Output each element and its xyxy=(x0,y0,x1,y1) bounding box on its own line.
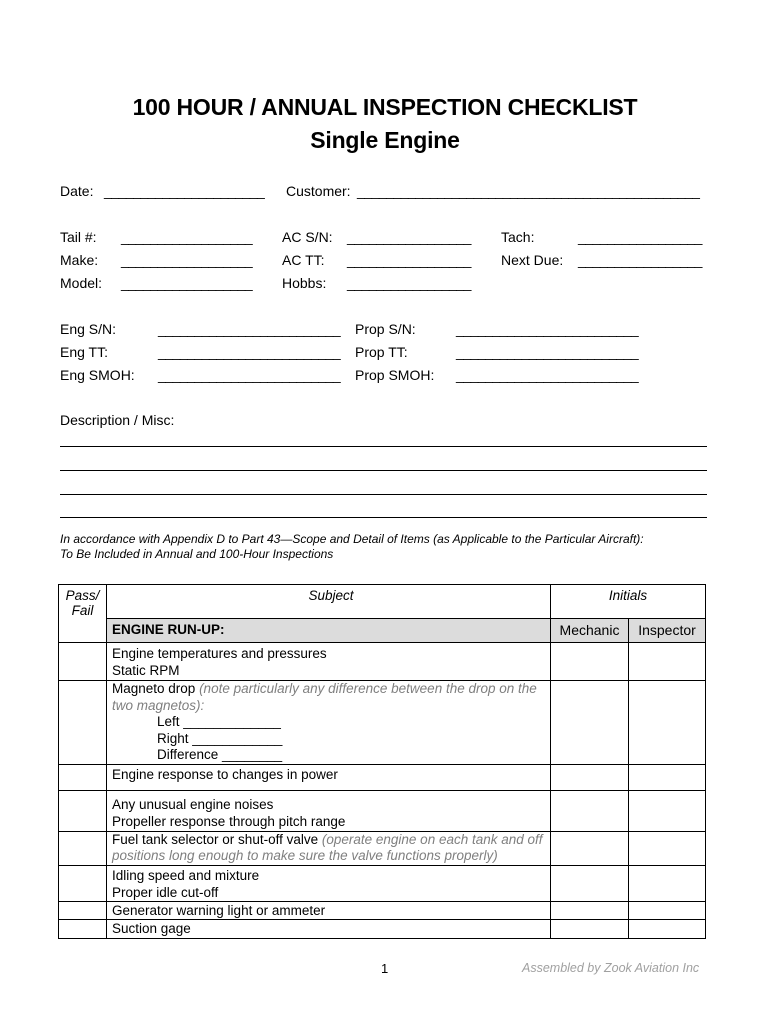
customer-field[interactable]: _______________________________________________ xyxy=(357,183,700,199)
appendix-line-2: To Be Included in Annual and 100-Hour Inspections xyxy=(60,547,334,561)
pass-fail-header-line1: Pass/ xyxy=(65,588,100,603)
inspector-initials-cell[interactable] xyxy=(629,919,706,938)
item-suction-gage: Suction gage xyxy=(107,919,551,938)
magneto-drop-text: Magneto drop xyxy=(112,681,200,696)
pass-fail-cell[interactable] xyxy=(59,831,107,865)
next-due-field[interactable]: _________________ xyxy=(578,252,702,268)
table-row xyxy=(59,764,706,790)
tail-field[interactable]: __________________ xyxy=(121,229,253,245)
pass-fail-cell[interactable] xyxy=(59,681,107,765)
inspector-initials-cell[interactable] xyxy=(629,764,706,790)
table-header-row xyxy=(59,585,706,619)
magneto-drop-note: (note particularly any difference between the drop on the two magnetos): xyxy=(112,681,537,713)
magneto-difference[interactable]: Difference ________ xyxy=(157,747,283,762)
item-unusual-noises: Any unusual engine noises xyxy=(112,796,274,812)
customer-label: Customer: xyxy=(286,183,351,199)
prop-sn-field[interactable]: _________________________ xyxy=(456,321,639,337)
item-generator-warning: Generator warning light or ammeter xyxy=(107,901,551,919)
inspector-initials-cell[interactable] xyxy=(629,790,706,831)
magneto-right[interactable]: Right ____________ xyxy=(157,730,283,746)
mechanic-initials-cell[interactable] xyxy=(551,901,629,919)
subject-header: Subject xyxy=(107,585,551,619)
page-number: 1 xyxy=(381,961,389,976)
item-idling-speed: Idling speed and mixture xyxy=(112,867,260,883)
date-field[interactable]: ______________________ xyxy=(104,183,265,199)
mechanic-initials-cell[interactable] xyxy=(551,831,629,865)
pass-fail-header-line2: Fail xyxy=(71,603,94,618)
tach-label: Tach: xyxy=(501,229,535,245)
ac-tt-field[interactable]: _________________ xyxy=(347,252,471,268)
prop-smoh-field[interactable]: _________________________ xyxy=(456,367,639,383)
inspector-initials-cell[interactable] xyxy=(629,681,706,765)
fuel-selector-note: (operate engine on each tank and off positions long enough to make sure the valve functions properly) xyxy=(112,831,543,863)
model-label: Model: xyxy=(60,275,103,291)
prop-smoh-label: Prop SMOH: xyxy=(355,367,435,383)
item-engine-response: Engine response to changes in power xyxy=(107,764,551,790)
item-engine-temps: Engine temperatures and pressures xyxy=(112,646,327,661)
magneto-left[interactable]: Left _____________ xyxy=(157,714,281,729)
pass-fail-header xyxy=(59,585,107,643)
pass-fail-cell[interactable] xyxy=(59,643,107,681)
table-row xyxy=(59,901,706,919)
hobbs-field[interactable]: _________________ xyxy=(347,275,471,291)
item-fuel-selector xyxy=(107,831,551,865)
mechanic-initials-cell[interactable] xyxy=(551,764,629,790)
tail-label: Tail #: xyxy=(60,229,97,245)
description-line-3[interactable] xyxy=(60,494,707,495)
table-row xyxy=(59,865,706,901)
fuel-selector-text: Fuel tank selector or shut-off valve xyxy=(112,831,322,847)
item-magneto-drop xyxy=(112,681,550,714)
prop-tt-label: Prop TT: xyxy=(355,344,408,360)
prop-tt-field[interactable]: _________________________ xyxy=(456,344,639,360)
mechanic-initials-cell[interactable] xyxy=(551,790,629,831)
item-idle-cutoff: Proper idle cut-off xyxy=(112,884,219,900)
eng-tt-field[interactable]: _________________________ xyxy=(158,344,341,360)
make-label: Make: xyxy=(60,252,99,268)
description-line-2[interactable] xyxy=(60,470,707,471)
next-due-label: Next Due: xyxy=(501,252,564,268)
footer-brand: Assembled by Zook Aviation Inc xyxy=(522,961,700,975)
eng-smoh-field[interactable]: _________________________ xyxy=(158,367,341,383)
description-line-4[interactable] xyxy=(60,517,707,518)
inspector-initials-cell[interactable] xyxy=(629,901,706,919)
pass-fail-cell[interactable] xyxy=(59,901,107,919)
mechanic-initials-cell[interactable] xyxy=(551,643,629,681)
page-title: 100 HOUR / ANNUAL INSPECTION CHECKLIST xyxy=(132,94,638,120)
date-label: Date: xyxy=(60,183,94,199)
description-label: Description / Misc: xyxy=(60,412,175,428)
description-line-1[interactable] xyxy=(60,446,707,447)
model-field[interactable]: __________________ xyxy=(121,275,253,291)
item-static-rpm: Static RPM xyxy=(112,663,180,678)
pass-fail-cell[interactable] xyxy=(59,919,107,938)
mechanic-initials-cell[interactable] xyxy=(551,865,629,901)
eng-sn-field[interactable]: _________________________ xyxy=(158,321,341,337)
section-row xyxy=(59,619,706,643)
appendix-line-1: In accordance with Appendix D to Part 43—Scope and Detail of Items (as Applicable to the Particular Aircraft): xyxy=(60,532,644,546)
page-subtitle: Single Engine xyxy=(310,127,460,153)
table-row xyxy=(59,643,706,681)
inspector-initials-cell[interactable] xyxy=(629,831,706,865)
inspector-initials-cell[interactable] xyxy=(629,865,706,901)
ac-sn-field[interactable]: _________________ xyxy=(347,229,471,245)
ac-sn-label: AC S/N: xyxy=(282,229,333,245)
eng-sn-label: Eng S/N: xyxy=(60,321,117,337)
inspector-initials-cell[interactable] xyxy=(629,643,706,681)
section-title: ENGINE RUN-UP: xyxy=(107,619,551,643)
pass-fail-cell[interactable] xyxy=(59,790,107,831)
prop-sn-label: Prop S/N: xyxy=(355,321,416,337)
hobbs-label: Hobbs: xyxy=(282,275,327,291)
inspection-table xyxy=(58,584,706,939)
mechanic-initials-cell[interactable] xyxy=(551,681,629,765)
inspector-header: Inspector xyxy=(629,619,706,643)
table-row xyxy=(59,831,706,865)
mechanic-initials-cell[interactable] xyxy=(551,919,629,938)
make-field[interactable]: __________________ xyxy=(121,252,253,268)
initials-header: Initials xyxy=(551,585,706,619)
pass-fail-cell[interactable] xyxy=(59,764,107,790)
eng-smoh-label: Eng SMOH: xyxy=(60,367,135,383)
pass-fail-cell[interactable] xyxy=(59,865,107,901)
table-row xyxy=(59,919,706,938)
table-row xyxy=(59,790,706,831)
item-propeller-response: Propeller response through pitch range xyxy=(112,813,346,829)
ac-tt-label: AC TT: xyxy=(282,252,325,268)
table-row xyxy=(59,681,706,765)
eng-tt-label: Eng TT: xyxy=(60,344,108,360)
tach-field[interactable]: _________________ xyxy=(578,229,702,245)
mechanic-header: Mechanic xyxy=(551,619,629,643)
